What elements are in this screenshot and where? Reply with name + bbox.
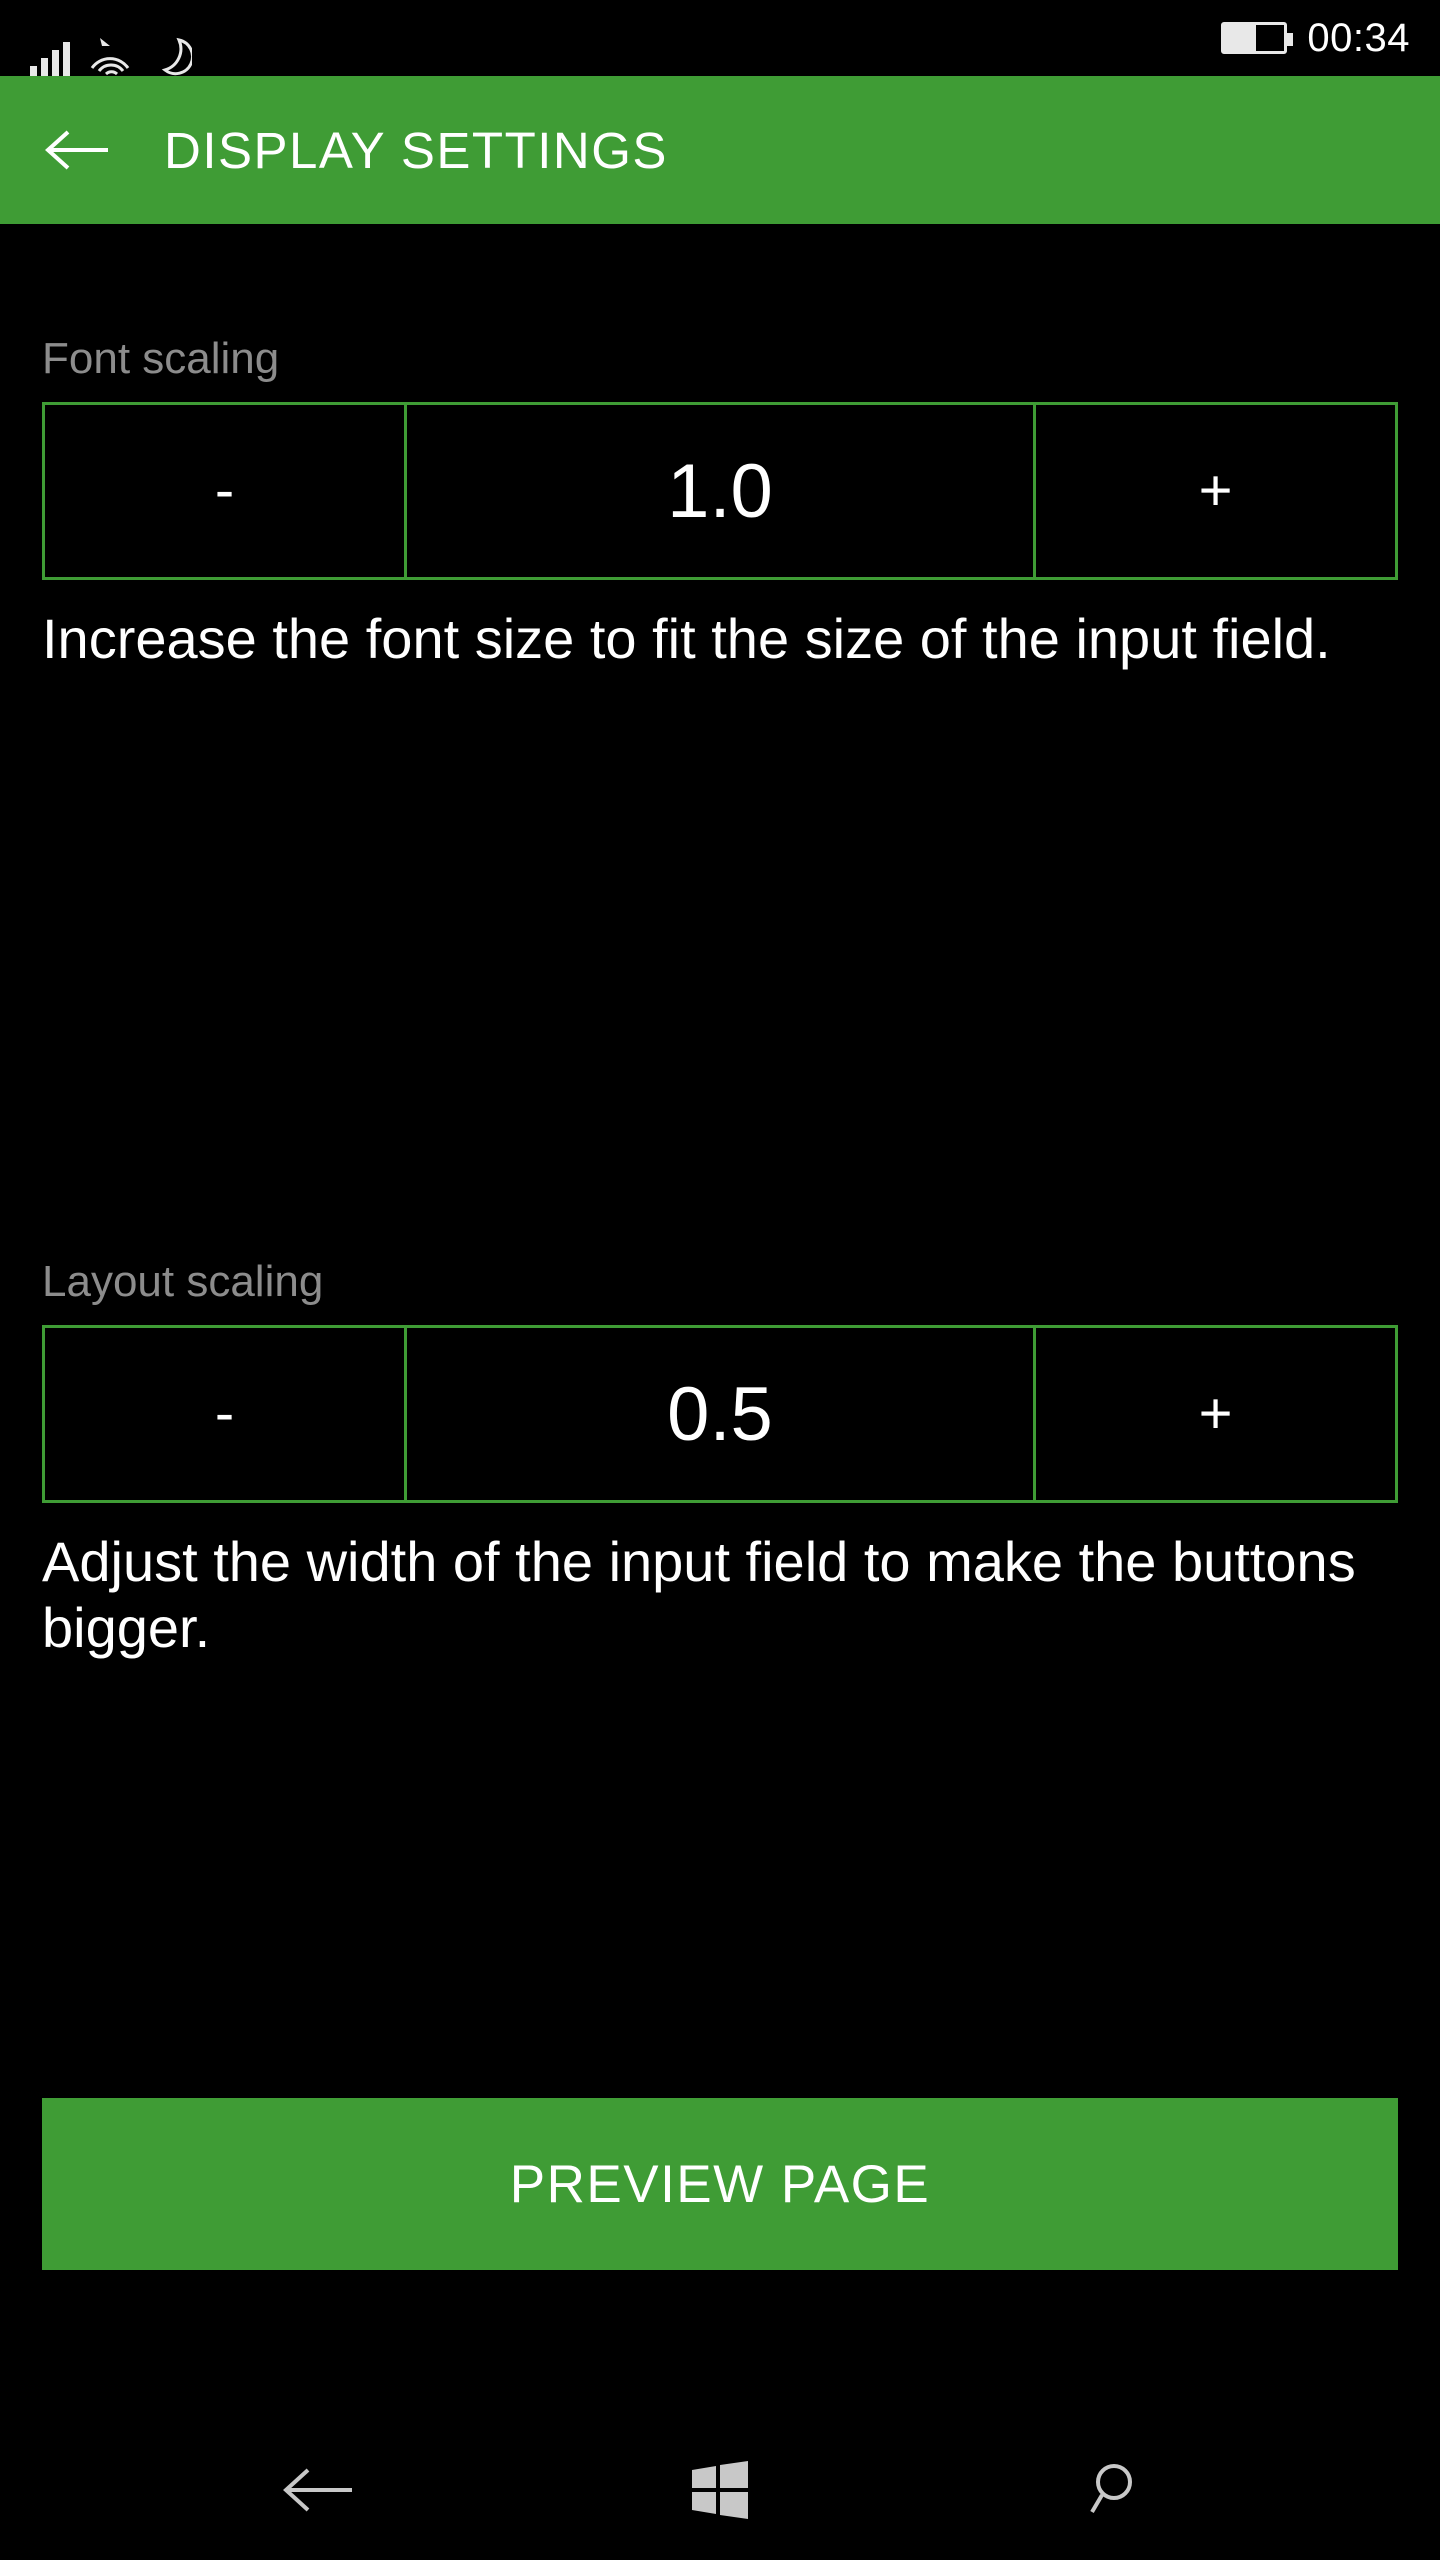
font-scaling-stepper bbox=[42, 402, 1398, 580]
nav-back-button[interactable] bbox=[260, 2435, 380, 2545]
layout-scaling-stepper bbox=[42, 1325, 1398, 1503]
font-scaling-increment-button[interactable]: + bbox=[1033, 405, 1395, 577]
search-icon[interactable] bbox=[1060, 2435, 1180, 2545]
font-scaling-label: Font scaling bbox=[42, 334, 280, 383]
battery-icon bbox=[1221, 22, 1287, 54]
layout-scaling-value[interactable]: 0.5 bbox=[407, 1328, 1033, 1500]
status-bar bbox=[0, 0, 1440, 76]
signal-icon bbox=[30, 34, 70, 76]
app-bar bbox=[0, 76, 1440, 224]
layout-scaling-increment-button[interactable]: + bbox=[1033, 1328, 1395, 1500]
windows-start-icon[interactable] bbox=[660, 2435, 780, 2545]
settings-content bbox=[0, 224, 1440, 2420]
battery-fill bbox=[1224, 25, 1255, 51]
preview-page-button[interactable]: PREVIEW PAGE bbox=[42, 2098, 1398, 2270]
quiet-hours-moon-icon bbox=[152, 34, 192, 76]
system-nav-bar bbox=[0, 2420, 1440, 2560]
font-scaling-help-text: Increase the font size to fit the size of the input field. bbox=[42, 607, 1331, 670]
status-bar-right-icons bbox=[1221, 16, 1410, 61]
font-scaling-group bbox=[42, 334, 1398, 672]
layout-scaling-help-text: Adjust the width of the input field to make the buttons bigger. bbox=[42, 1530, 1356, 1659]
status-clock: 00:34 bbox=[1307, 15, 1410, 60]
back-arrow-icon[interactable] bbox=[36, 107, 122, 193]
layout-scaling-decrement-button[interactable]: - bbox=[45, 1328, 407, 1500]
font-scaling-decrement-button[interactable]: - bbox=[45, 405, 407, 577]
status-bar-left-icons bbox=[30, 0, 192, 76]
layout-scaling-label: Layout scaling bbox=[42, 1257, 324, 1306]
layout-scaling-group bbox=[42, 1257, 1398, 1660]
page-title: DISPLAY SETTINGS bbox=[164, 121, 668, 179]
wifi-icon bbox=[88, 34, 134, 76]
font-scaling-value[interactable]: 1.0 bbox=[407, 405, 1033, 577]
